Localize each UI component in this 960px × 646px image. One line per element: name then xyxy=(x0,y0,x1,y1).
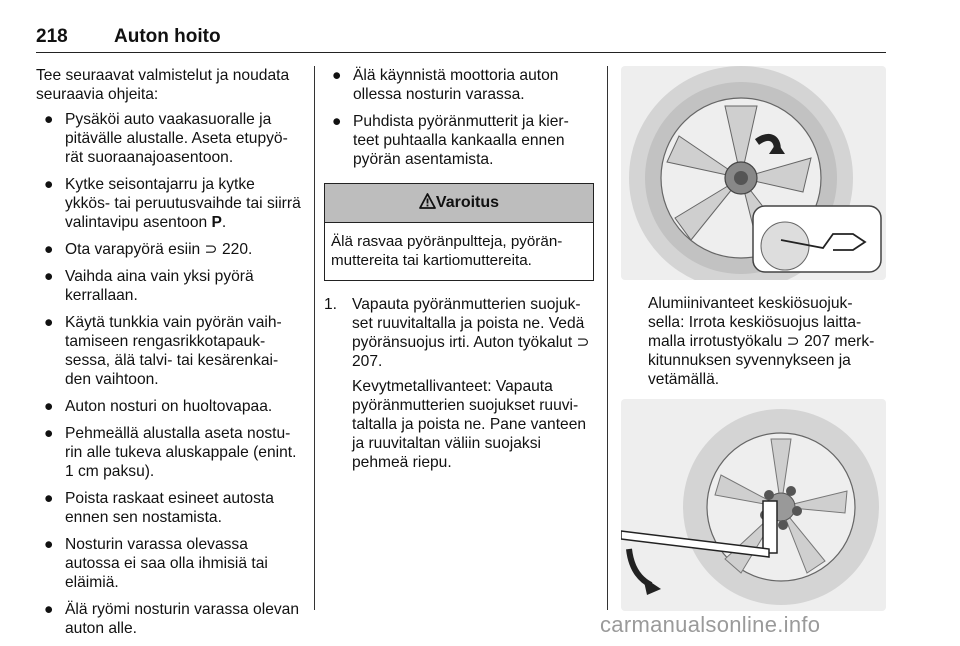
list-item: ● Älä käynnistä moottoria auton ollessa nosturin varassa. xyxy=(332,67,559,103)
list-item: ● Pehmeällä alustalla aseta nostu-rin alle tukeva aluskappale (enint. 1 cm paksu). xyxy=(44,425,297,480)
page-title: Auton hoito xyxy=(114,26,221,47)
cross-reference-icon: ⊃ xyxy=(204,241,218,258)
bullet-icon: ● xyxy=(44,176,54,193)
bullet-icon: ● xyxy=(44,536,54,553)
column-divider xyxy=(314,66,315,610)
warning-triangle-icon xyxy=(419,193,436,209)
page-reference[interactable]: 207. xyxy=(352,353,383,370)
step-1 xyxy=(324,295,594,472)
alloy-wheel-text: Kevytmetallivanteet: Vapauta pyöränmutterien suojukset ruuvi-taltalla ja poista ne. Pane vanteen ja ruuvitaltan väliin suojaksi pehmeä riepu. xyxy=(352,378,587,471)
list-item: ● Kytke seisontajarru ja kytke ykkös- tai peruutusvaihde tai siirrä valintavipu asentoon P. xyxy=(44,176,301,231)
page-reference[interactable]: 220. xyxy=(221,241,253,258)
list-item: ● Älä ryömi nosturin varassa olevan auton alle. xyxy=(44,601,300,637)
bullet-icon: ● xyxy=(44,425,54,442)
bullet-icon: ● xyxy=(332,113,342,130)
wheel-cover-illustration xyxy=(621,66,886,280)
column-middle xyxy=(324,66,594,478)
page-header xyxy=(36,24,886,53)
cross-reference-icon: ⊃ xyxy=(576,334,590,351)
step-number: 1. xyxy=(324,296,338,313)
bullet-icon: ● xyxy=(44,111,54,128)
bullet-icon: ● xyxy=(44,314,54,331)
list-item: ● Käytä tunkkia vain pyörän vaih-tamiseen rengasrikkotapauk-sessa, älä talvi- tai kesärenkai-den vaihtoon. xyxy=(44,314,282,388)
list-item: ● Pysäköi auto vaakasuoralle ja pitävälle alustalle. Aseta etupyö-rät suoraanajoasentoon. xyxy=(44,111,288,166)
intro-text: Tee seuraavat valmistelut ja noudata seuraavia ohjeita: xyxy=(36,67,290,103)
bullet-icon: ● xyxy=(332,67,342,84)
bullet-icon: ● xyxy=(44,268,54,285)
list-item: ● Poista raskaat esineet autosta ennen sen nostamista. xyxy=(44,490,274,526)
step-text: Vapauta pyöränmutterien suojuk-set ruuvitaltalla ja poista ne. Vedä pyöränsuojus irti. Auton työkalut xyxy=(352,296,585,351)
page-reference[interactable]: 207 xyxy=(804,333,831,350)
list-item: ● Puhdista pyöränmutterit ja kier-teet puhtaalla kankaalla ennen pyörän asentamista. xyxy=(332,113,569,168)
wheel-nut-wrench-illustration xyxy=(621,399,886,611)
list-item: ● Nosturin varassa olevassa autossa ei saa olla ihmisiä tai eläimiä. xyxy=(44,536,268,591)
safety-list xyxy=(324,66,594,169)
column-left xyxy=(36,66,304,646)
bullet-icon: ● xyxy=(44,601,54,618)
warning-text: Älä rasvaa pyöränpultteja, pyörän-muttereita tai kartiomuttereita. xyxy=(331,233,563,269)
watermark: carmanualsonline.info xyxy=(600,612,821,637)
list-item: ● Auton nosturi on huoltovapaa. xyxy=(44,398,273,415)
figure-caption: Alumiinivanteet keskiösuojuk-sella: Irrota keskiösuojus laitta-malla irrotustyökalu ⊃ 207 merk-kitunnuksen syvennykseen ja vetämällä. xyxy=(648,295,875,388)
page-number: 218 xyxy=(36,26,68,47)
bullet-icon: ● xyxy=(44,398,54,415)
gear-position: P xyxy=(211,214,222,231)
list-item: ● Ota varapyörä esiin ⊃ 220. xyxy=(44,241,253,258)
warning-header xyxy=(325,184,593,223)
warning-box xyxy=(324,183,594,281)
column-divider xyxy=(607,66,608,610)
bullet-icon: ● xyxy=(44,241,54,258)
cross-reference-icon: ⊃ xyxy=(786,333,800,350)
warning-title: Varoitus xyxy=(435,194,500,211)
preparation-list xyxy=(36,110,304,638)
list-item: ● Vaihda aina vain yksi pyörä kerrallaan. xyxy=(44,268,254,304)
column-right xyxy=(621,66,886,611)
bullet-icon: ● xyxy=(44,490,54,507)
